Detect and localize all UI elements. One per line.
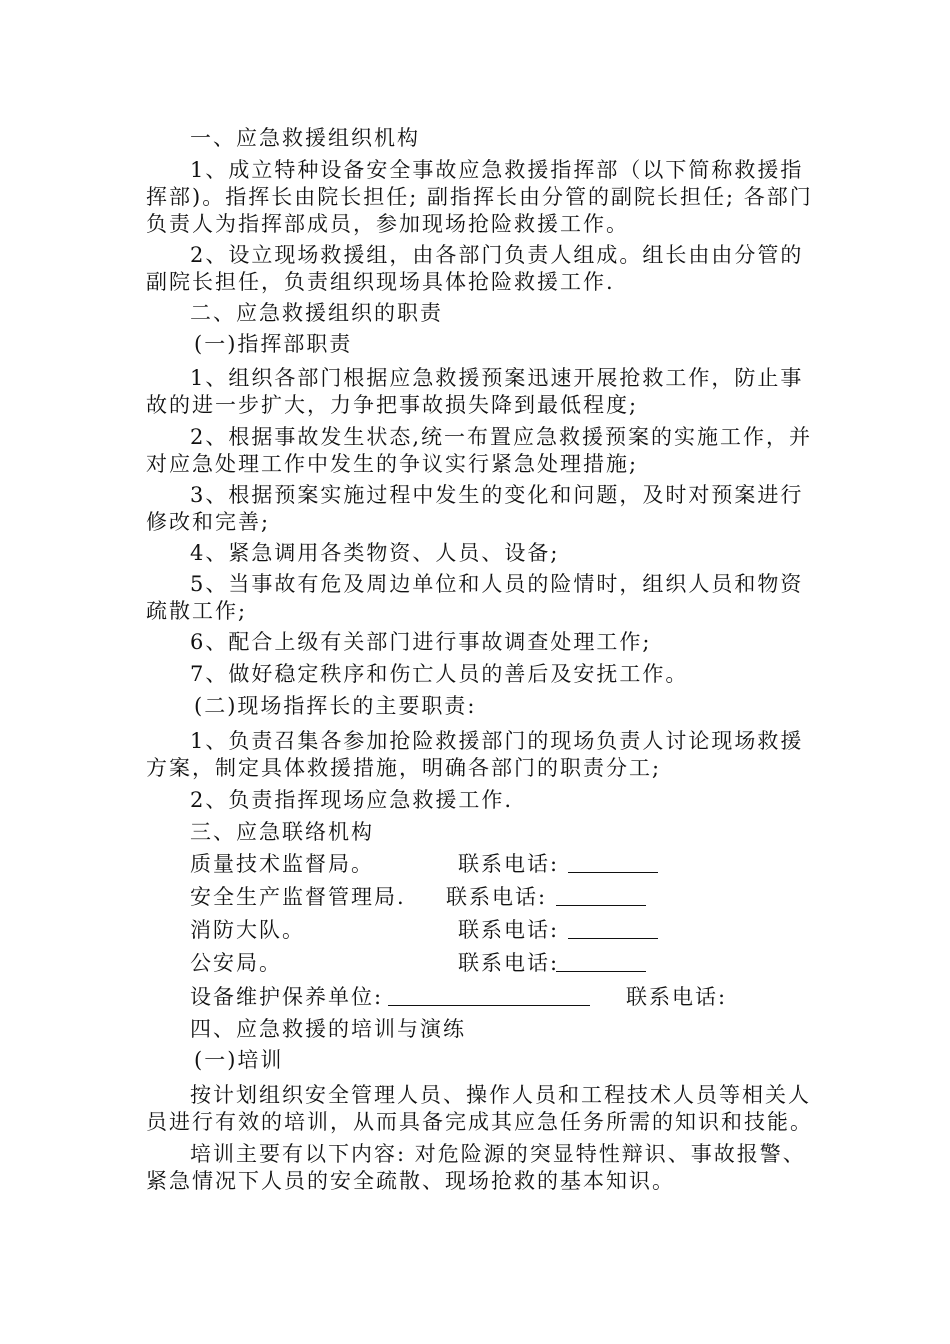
maintenance-unit-label: 设备维护保养单位: [190, 985, 384, 1009]
section-heading-3: 三、应急联络机构 [190, 820, 374, 844]
paragraph-line: 紧急情况下人员的安全疏散、现场抢救的基本知识。 [146, 1169, 675, 1193]
paragraph-line: 2、根据事故发生状态,统一布置应急救援预案的实施工作，并 [190, 425, 813, 449]
contact-phone-label: 联系电话: [458, 852, 560, 876]
paragraph-line: 按计划组织安全管理人员、操作人员和工程技术人员等相关人 [190, 1083, 811, 1107]
contact-name: 消防大队。 [190, 918, 305, 942]
section-heading-1: 一、应急救援组织机构 [190, 126, 420, 150]
paragraph-line: 故的进一步扩大，力争把事故损失降到最低程度; [146, 393, 639, 417]
paragraph-line: 方案，制定具体救援措施，明确各部门的职责分工; [146, 756, 662, 780]
paragraph-line: 6、配合上级有关部门进行事故调查处理工作; [190, 630, 652, 654]
contact-name: 公安局。 [190, 951, 282, 975]
paragraph-line: 培训主要有以下内容: 对危险源的突显特性辩识、事故报警、 [190, 1142, 806, 1166]
maintenance-unit-blank [388, 985, 590, 1006]
phone-blank [556, 885, 646, 906]
paragraph-line: 挥部)。指挥长由院长担任; 副指挥长由分管的副院长担任; 各部门 [146, 185, 813, 209]
paragraph-line: 2、设立现场救援组，由各部门负责人组成。组长由由分管的 [190, 243, 804, 267]
paragraph-line: 7、做好稳定秩序和伤亡人员的善后及安抚工作。 [190, 662, 689, 686]
paragraph-line: 修改和完善; [146, 510, 271, 534]
section-heading-4: 四、应急救援的培训与演练 [190, 1017, 466, 1041]
paragraph-line: 副院长担任，负责组织现场具体抢险救援工作. [146, 270, 615, 294]
subsection-heading: (二)现场指挥长的主要职责: [194, 694, 477, 718]
paragraph-line: 疏散工作; [146, 599, 248, 623]
paragraph-line: 2、负责指挥现场应急救援工作. [190, 788, 514, 812]
paragraph-line: 1、组织各部门根据应急救援预案迅速开展抢救工作，防止事 [190, 366, 804, 390]
maintenance-phone-label: 联系电话: [626, 985, 728, 1009]
contact-phone-label: 联系电话: [446, 885, 548, 909]
phone-blank [556, 951, 646, 972]
paragraph-line: 对应急处理工作中发生的争议实行紧急处理措施; [146, 452, 639, 476]
contact-phone-label: 联系电话: [458, 918, 560, 942]
paragraph-line: 1、负责召集各参加抢险救援部门的现场负责人讨论现场救援 [190, 729, 804, 753]
phone-blank [568, 918, 658, 939]
paragraph-line: 1、成立特种设备安全事故应急救援指挥部（以下简称救援指 [190, 158, 804, 182]
paragraph-line: 员进行有效的培训，从而具备完成其应急任务所需的知识和技能。 [146, 1110, 813, 1134]
paragraph-line: 4、紧急调用各类物资、人员、设备; [190, 541, 560, 565]
subsection-heading: (一)培训 [194, 1048, 284, 1072]
contact-name: 安全生产监督管理局. [190, 885, 406, 909]
section-heading-2: 二、应急救援组织的职责 [190, 301, 443, 325]
phone-blank [568, 852, 658, 873]
subsection-heading: (一)指挥部职责 [194, 332, 353, 356]
paragraph-line: 3、根据预案实施过程中发生的变化和问题，及时对预案进行 [190, 483, 804, 507]
contact-phone-label: 联系电话: [458, 951, 560, 975]
paragraph-line: 5、当事故有危及周边单位和人员的险情时，组织人员和物资 [190, 572, 804, 596]
contact-name: 质量技术监督局。 [190, 852, 374, 876]
paragraph-line: 负责人为指挥部成员，参加现场抢险救援工作。 [146, 212, 629, 236]
